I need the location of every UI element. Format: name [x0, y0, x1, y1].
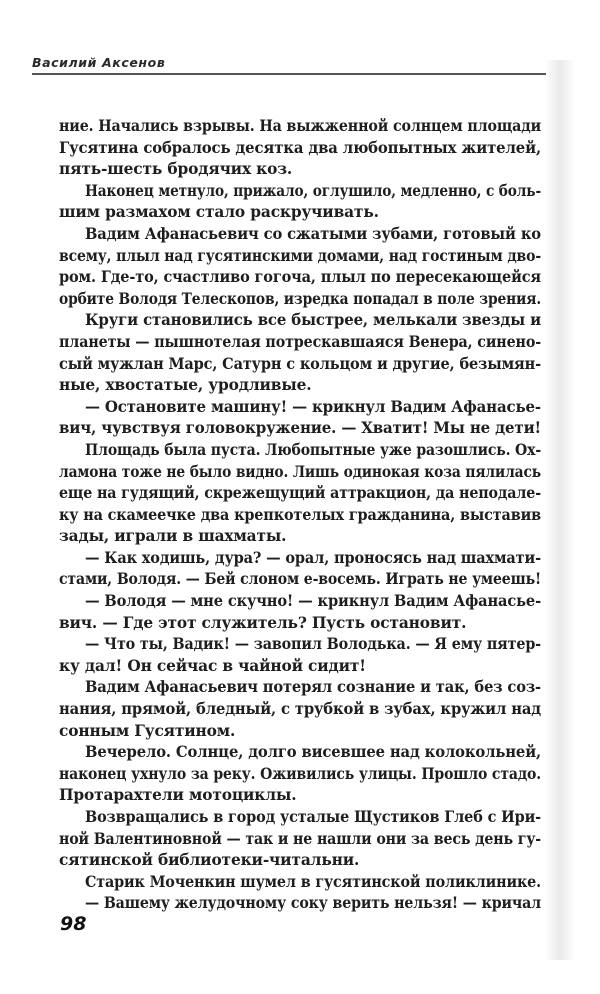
text-line: Площадь была пуста. Любопытные уже разошлись. Ох-	[85, 440, 541, 459]
text-line: Наконец метнуло, прижало, оглушило, медленно, с боль-	[85, 181, 541, 200]
text-line: сонным Гусятином.	[59, 721, 236, 740]
running-head-rule	[32, 73, 546, 75]
text-line: — Володя — мне скучно! — крикнул Вадим Афанасье-	[85, 592, 541, 611]
text-line: планеты — пышнотелая потрескавшаяся Венера, синено-	[59, 332, 541, 351]
running-head-author: Василий Аксенов	[32, 55, 166, 70]
text-line: еще на гудящий, скрежещущий аттракцион, да неподале-	[59, 484, 541, 503]
text-line: Вечерело. Солнце, долго висевшее над колокольней,	[85, 743, 541, 762]
text-line: ные, хвостатые, уродливые.	[59, 376, 312, 395]
text-line: нания, прямой, бледный, с трубкой в зубах, кружил над	[59, 700, 541, 719]
text-line: вич. — Где этот служитель? Пусть остановит.	[59, 613, 467, 632]
text-line: шим размахом стало раскручивать.	[59, 203, 379, 222]
text-line: ной Валентиновной — так и не нашли они за весь день гу-	[59, 829, 541, 848]
text-line: сятинской библиотеки-читальни.	[59, 851, 360, 870]
text-line: ку дал! Он сейчас в чайной сидит!	[59, 656, 366, 675]
text-line: Вадим Афанасьевич потерял сознание и так, без соз-	[85, 678, 541, 697]
text-line: Протарахтели мотоциклы.	[59, 786, 297, 805]
text-line: — Вашему желудочному соку верить нельзя! — кричал	[85, 894, 541, 913]
text-line: — Остановите машину! — крикнул Вадим Афанасье-	[85, 397, 541, 416]
page-number: 98	[60, 913, 87, 935]
text-line: всему, плыл над гусятинскими домами, над гостиным дво-	[59, 246, 541, 265]
text-line: зады, играли в шахматы.	[59, 527, 287, 546]
text-line: орбите Володя Телескопов, изредка попадал в поле зрения.	[59, 289, 541, 308]
text-line: ламона тоже не было видно. Лишь одинокая коза пялилась	[59, 462, 541, 481]
text-line: наконец ухнуло за реку. Оживились улицы. Прошло стадо.	[59, 764, 541, 783]
body-text	[59, 116, 541, 915]
text-line: стами, Володя. — Бей слоном е-восемь. Играть не умеешь!	[59, 570, 541, 589]
text-line: ром. Где-то, счастливо гогоча, плыл по пересекающейся	[59, 268, 541, 287]
text-line: сый мужлан Марс, Сатурн с кольцом и другие, безымян-	[59, 354, 541, 373]
text-line: Круги становились все быстрее, мелькали звезды и	[85, 311, 541, 330]
text-line: ние. Начались взрывы. На выжженной солнцем площади	[59, 117, 541, 135]
text-line: Вадим Афанасьевич со сжатыми зубами, готовый ко	[85, 224, 541, 243]
running-head	[32, 55, 546, 77]
text-line: — Как ходишь, дура? — орал, проносясь над шахмати-	[85, 548, 541, 567]
text-line: Возвращались в город усталые Щустиков Глеб с Ири-	[85, 808, 541, 826]
text-line: Старик Моченкин шумел в гусятинской поликлинике.	[85, 872, 541, 891]
text-line: ку на скамеечке два крепкотелых гражданина, выставив	[59, 505, 541, 524]
text-line: пять-шесть бродячих коз.	[59, 160, 293, 179]
text-line: вич, чувствуя головокружение. — Хватит! Мы не дети!	[59, 419, 541, 438]
text-line: — Что ты, Вадик! — завопил Володька. — Я ему пятер-	[85, 635, 541, 654]
text-line: Гусятина собралось десятка два любопытных жителей,	[59, 138, 541, 157]
